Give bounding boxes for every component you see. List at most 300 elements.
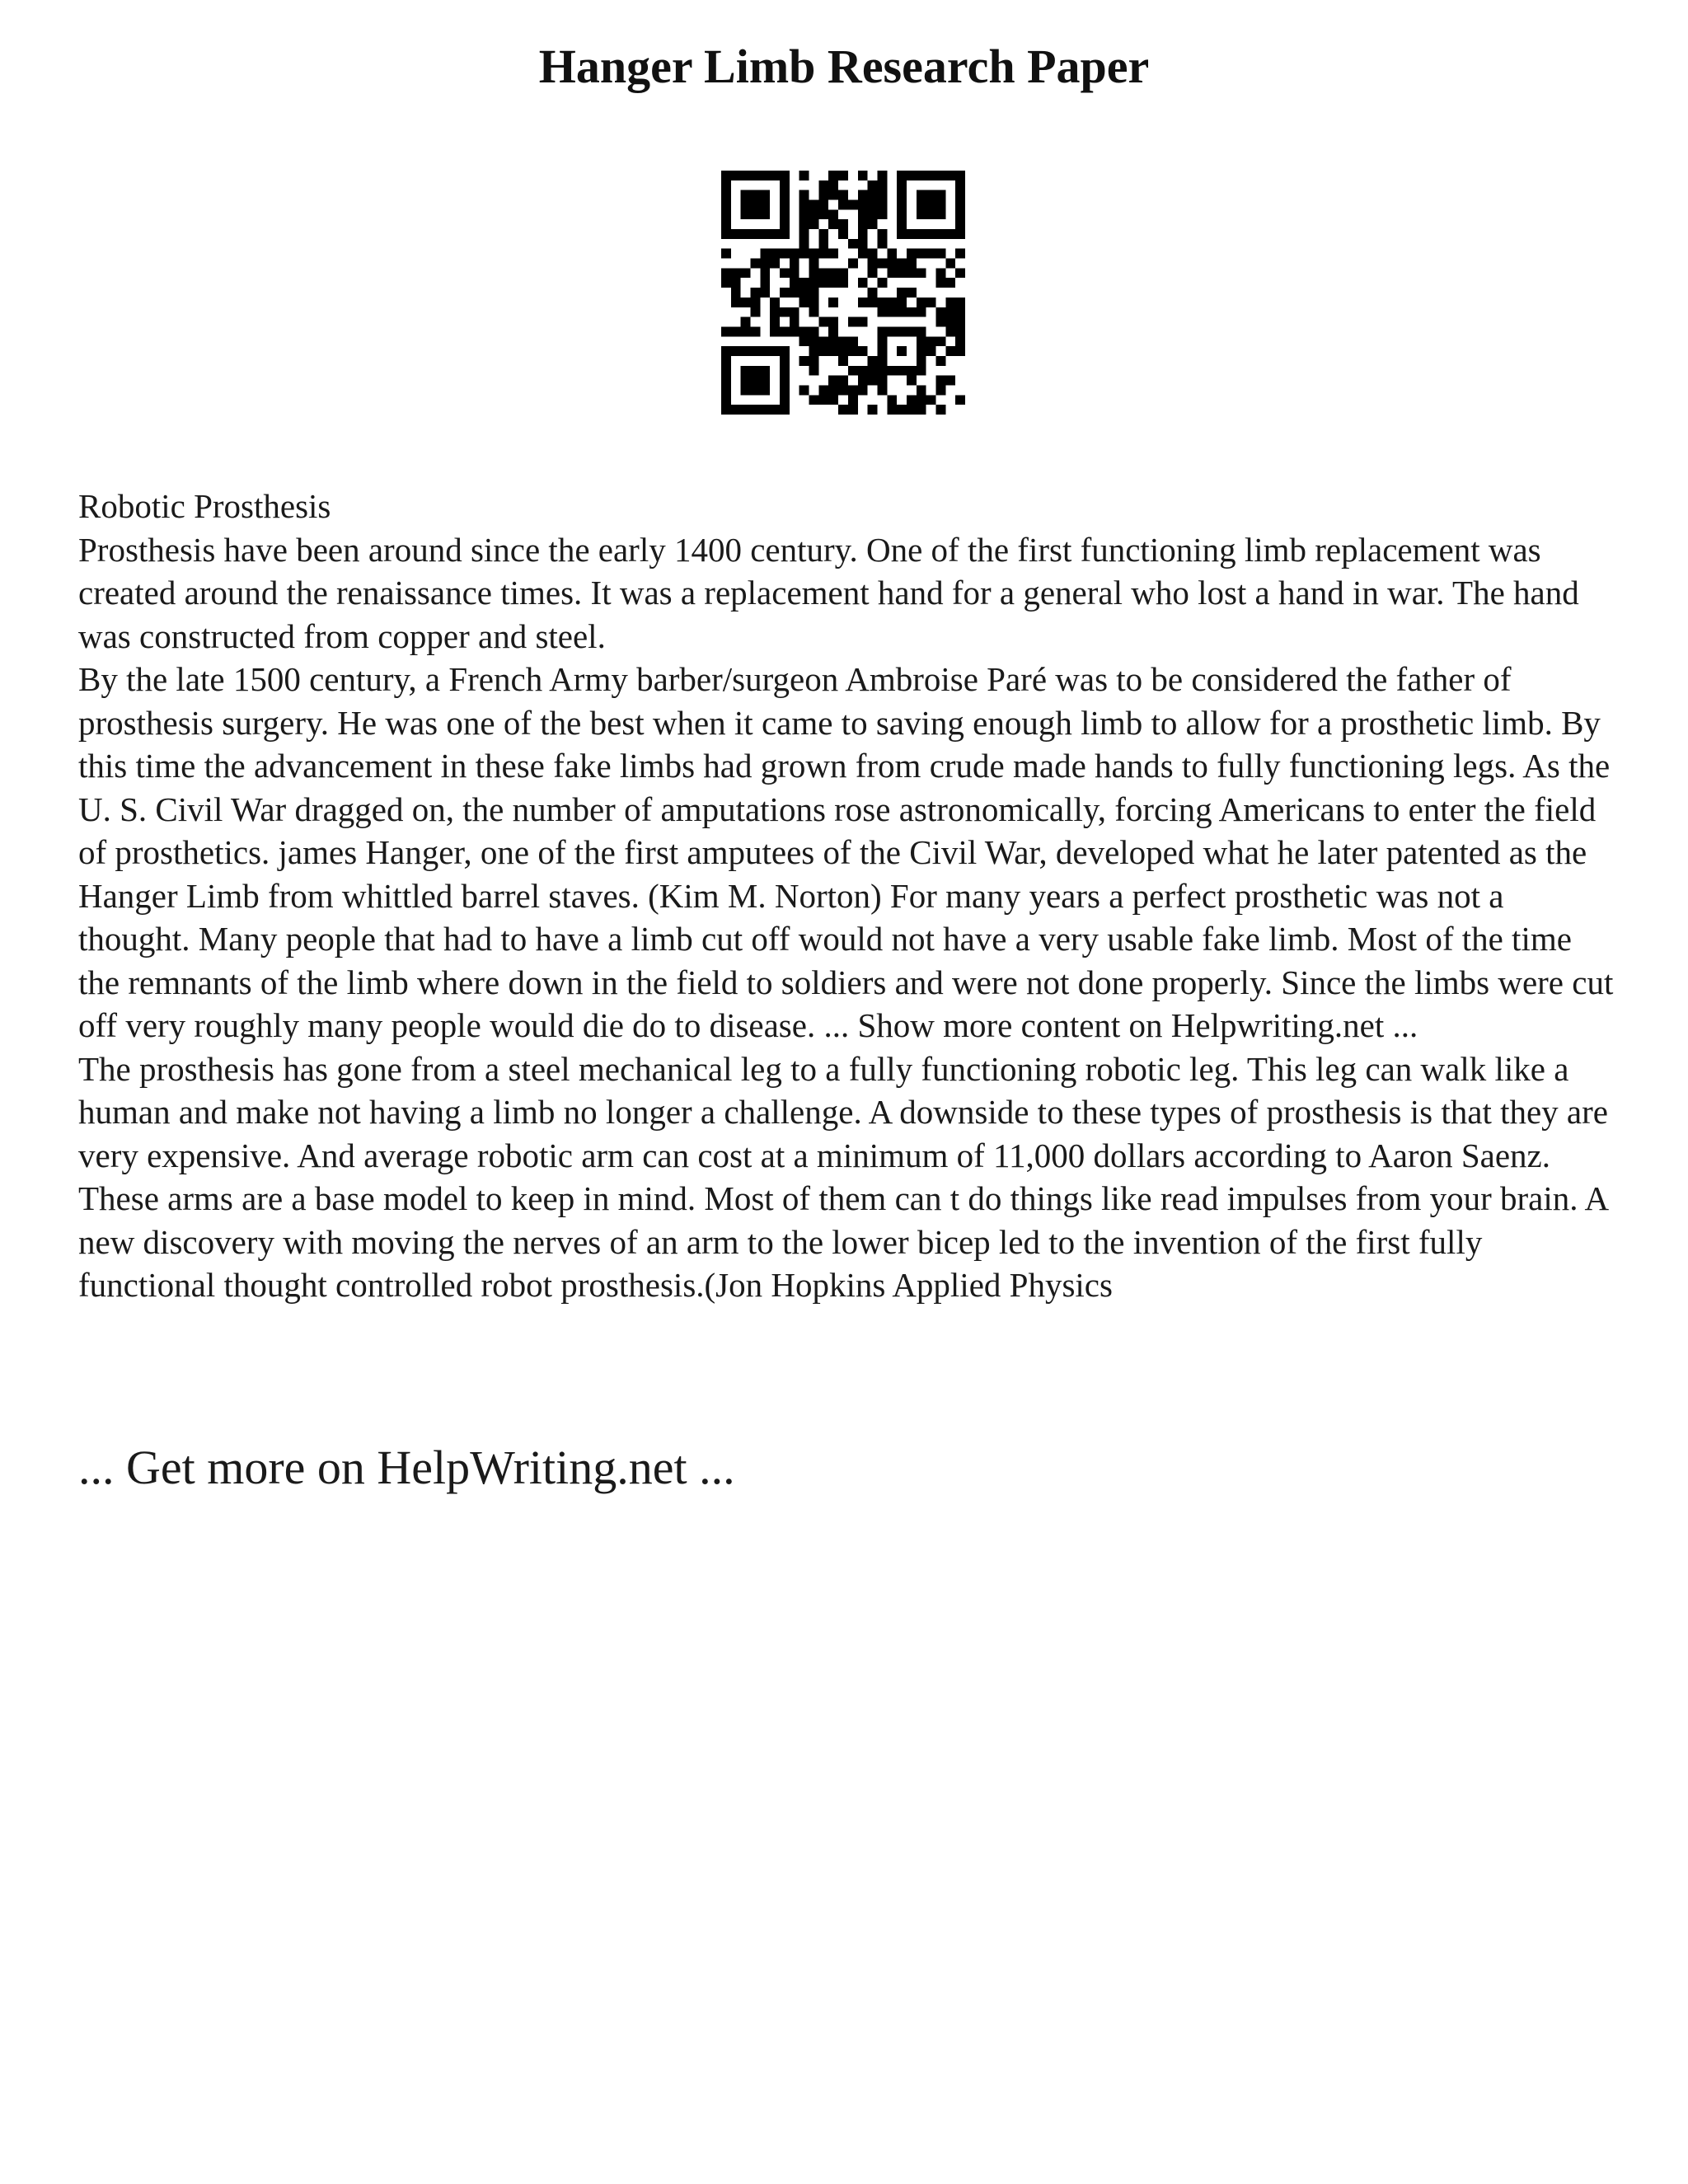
- qr-module: [858, 317, 868, 327]
- document-body: [78, 485, 1620, 1307]
- qr-module: [828, 317, 838, 327]
- qr-module: [868, 268, 878, 278]
- qr-module: [955, 326, 965, 336]
- qr-module: [751, 229, 761, 239]
- qr-module: [731, 405, 741, 415]
- qr-module: [838, 278, 848, 288]
- qr-module: [926, 346, 936, 356]
- document-title: Hanger Limb Research Paper: [538, 40, 1150, 93]
- qr-module: [721, 229, 731, 239]
- qr-module: [917, 298, 926, 307]
- qr-module: [828, 326, 838, 336]
- qr-module: [799, 209, 809, 219]
- qr-module: [868, 356, 878, 366]
- qr-module: [955, 180, 965, 190]
- qr-module: [926, 209, 936, 219]
- qr-module: [828, 171, 838, 180]
- qr-module: [809, 346, 819, 356]
- qr-module: [955, 346, 965, 356]
- qr-module: [751, 200, 761, 210]
- qr-module: [799, 288, 809, 298]
- paragraph: By the late 1500 century, a French Army barber/surgeon Ambroise Paré was to be considered the father of prosthesis surgery. He was one of the best when it came to saving enough limb to allow for a prosthetic limb. By this time the advancement in these fake limbs had grown from crude made hands to fully functioning legs. As the U. S. Civil War dragged on, the number of amputations rose astronomically, forcing Americans to enter the field of prosthetics. james Hanger, one of the first amputees of the Civil War, developed what he later patented as the Hanger Limb from whittled barrel staves. (Kim M. Norton) For many years a perfect prosthetic was not a thought. Many people that had to have a limb cut off would not have a very usable fake limb. Most of the time the remnants of the limb where down in the field to soldiers and were not done properly. Since the limbs were cut off very roughly many people would die do to disease. ... Show more content on Helpwriting.net ...: [78, 660, 1614, 1044]
- qr-module: [955, 317, 965, 327]
- qr-module: [955, 200, 965, 210]
- qr-module: [945, 278, 955, 288]
- qr-module: [760, 385, 770, 395]
- qr-module: [770, 259, 780, 269]
- qr-module: [828, 209, 838, 219]
- qr-module: [751, 307, 761, 317]
- qr-module: [917, 249, 926, 259]
- qr-module: [760, 366, 770, 376]
- qr-module: [760, 229, 770, 239]
- qr-module: [935, 249, 945, 259]
- qr-module: [917, 268, 926, 278]
- qr-module: [721, 366, 731, 376]
- qr-module: [868, 249, 878, 259]
- qr-module: [760, 376, 770, 386]
- qr-code-icon: [721, 171, 965, 415]
- section-heading: Robotic Prosthesis: [78, 487, 331, 525]
- qr-module: [897, 288, 907, 298]
- qr-module: [868, 288, 878, 298]
- qr-module: [828, 395, 838, 405]
- paragraph: Prosthesis have been around since the early 1400 century. One of the first functioning limb replacement was created around the renaissance times. It was a replacement hand for a general who lost a hand in war. The hand was constructed from copper and steel.: [78, 530, 1579, 655]
- qr-module: [780, 229, 790, 239]
- qr-module: [877, 366, 887, 376]
- qr-module: [790, 278, 799, 288]
- qr-module: [770, 317, 780, 327]
- qr-module: [897, 326, 907, 336]
- qr-module: [877, 209, 887, 219]
- paragraph: The prosthesis has gone from a steel mechanical leg to a fully functioning robotic leg. This leg can walk like a human and make not having a limb no longer a challenge. A downside to these types of prosthesis is that they are very expensive. And average robotic arm can cost at a minimum of 11,000 dollars according to Aaron Saenz. These arms are a base model to keep in mind. Most of them can t do things like read impulses from your brain. A new discovery with moving the nerves of an arm to the lower bicep led to the invention of the first fully functional thought controlled robot prosthesis.(Jon Hopkins Applied Physics: [78, 1049, 1608, 1304]
- qr-module: [770, 405, 780, 415]
- qr-module: [858, 229, 868, 239]
- qr-module: [907, 249, 917, 259]
- qr-module: [770, 307, 780, 317]
- qr-module: [897, 180, 907, 190]
- qr-module: [907, 307, 917, 317]
- qr-module: [741, 268, 751, 278]
- qr-module: [838, 171, 848, 180]
- qr-module: [721, 405, 731, 415]
- qr-module: [945, 376, 955, 386]
- qr-module: [935, 336, 945, 346]
- qr-module: [917, 366, 926, 376]
- qr-module: [809, 278, 819, 288]
- qr-module: [897, 405, 907, 415]
- qr-module: [848, 259, 858, 269]
- qr-module: [917, 336, 926, 346]
- qr-module: [907, 268, 917, 278]
- qr-module: [770, 326, 780, 336]
- qr-module: [818, 190, 828, 200]
- qr-module: [721, 180, 731, 190]
- qr-module: [828, 249, 838, 259]
- qr-module: [721, 356, 731, 366]
- qr-module: [917, 190, 926, 200]
- qr-module: [751, 190, 761, 200]
- qr-module: [751, 405, 761, 415]
- qr-module: [935, 209, 945, 219]
- qr-module: [731, 278, 741, 288]
- qr-module: [935, 385, 945, 395]
- qr-module: [721, 385, 731, 395]
- qr-module: [907, 405, 917, 415]
- qr-module: [760, 268, 770, 278]
- qr-module: [780, 200, 790, 210]
- qr-module: [780, 249, 790, 259]
- qr-module: [897, 209, 907, 219]
- qr-module: [828, 190, 838, 200]
- qr-module: [858, 190, 868, 200]
- qr-module: [877, 326, 887, 336]
- qr-module: [858, 239, 868, 249]
- qr-module: [790, 326, 799, 336]
- qr-module: [770, 171, 780, 180]
- qr-module: [858, 376, 868, 386]
- qr-module: [935, 405, 945, 415]
- qr-module: [926, 298, 936, 307]
- qr-module: [897, 366, 907, 376]
- qr-module: [917, 171, 926, 180]
- qr-module: [838, 190, 848, 200]
- qr-module: [760, 209, 770, 219]
- qr-module: [790, 307, 799, 317]
- qr-module: [799, 385, 809, 395]
- qr-module: [955, 249, 965, 259]
- qr-module: [751, 209, 761, 219]
- qr-module: [799, 326, 809, 336]
- qr-module: [848, 366, 858, 376]
- qr-module: [741, 385, 751, 395]
- qr-module: [897, 346, 907, 356]
- qr-module: [780, 385, 790, 395]
- qr-module: [809, 219, 819, 229]
- qr-module: [897, 200, 907, 210]
- qr-module: [760, 259, 770, 269]
- qr-module: [721, 326, 731, 336]
- qr-module: [868, 376, 878, 386]
- qr-module: [868, 209, 878, 219]
- qr-module: [828, 376, 838, 386]
- qr-module: [731, 288, 741, 298]
- qr-module: [780, 366, 790, 376]
- qr-module: [838, 219, 848, 229]
- qr-module: [838, 376, 848, 386]
- qr-module: [917, 326, 926, 336]
- qr-module: [741, 200, 751, 210]
- qr-module: [799, 239, 809, 249]
- qr-module: [945, 326, 955, 336]
- qr-module: [858, 219, 868, 229]
- qr-module: [887, 298, 897, 307]
- qr-module: [721, 395, 731, 405]
- qr-module: [858, 171, 868, 180]
- qr-module: [780, 395, 790, 405]
- qr-module: [741, 405, 751, 415]
- qr-module: [799, 298, 809, 307]
- qr-module: [887, 366, 897, 376]
- qr-module: [799, 278, 809, 288]
- qr-module: [809, 209, 819, 219]
- qr-module: [731, 298, 741, 307]
- qr-module: [917, 346, 926, 356]
- qr-module: [818, 268, 828, 278]
- qr-module: [955, 209, 965, 219]
- qr-module: [858, 249, 868, 259]
- qr-module: [897, 307, 907, 317]
- qr-module: [818, 278, 828, 288]
- qr-module: [917, 229, 926, 239]
- qr-module: [751, 298, 761, 307]
- qr-module: [741, 376, 751, 386]
- qr-module: [741, 190, 751, 200]
- qr-module: [751, 288, 761, 298]
- qr-module: [731, 346, 741, 356]
- qr-module: [799, 200, 809, 210]
- qr-module: [809, 366, 819, 376]
- qr-module: [955, 298, 965, 307]
- qr-module: [877, 385, 887, 395]
- qr-module: [809, 336, 819, 346]
- qr-module: [818, 209, 828, 219]
- qr-module: [818, 336, 828, 346]
- qr-module: [780, 376, 790, 386]
- qr-module: [721, 346, 731, 356]
- qr-module: [935, 317, 945, 327]
- qr-module: [790, 268, 799, 278]
- qr-module: [926, 190, 936, 200]
- qr-module: [838, 385, 848, 395]
- qr-module: [897, 298, 907, 307]
- qr-module: [848, 405, 858, 415]
- qr-module: [780, 209, 790, 219]
- qr-module: [721, 278, 731, 288]
- qr-module: [887, 405, 897, 415]
- qr-module: [907, 366, 917, 376]
- qr-module: [751, 376, 761, 386]
- qr-module: [935, 356, 945, 366]
- qr-module: [848, 317, 858, 327]
- qr-module: [935, 307, 945, 317]
- qr-module: [945, 229, 955, 239]
- qr-module: [721, 200, 731, 210]
- qr-module: [741, 298, 751, 307]
- qr-module: [760, 171, 770, 180]
- qr-module: [877, 190, 887, 200]
- qr-module: [935, 268, 945, 278]
- qr-module: [818, 229, 828, 239]
- qr-module: [780, 288, 790, 298]
- qr-module: [780, 268, 790, 278]
- qr-module: [868, 200, 878, 210]
- qr-module: [887, 326, 897, 336]
- qr-module: [760, 278, 770, 288]
- qr-module: [897, 219, 907, 229]
- qr-module: [731, 229, 741, 239]
- qr-module: [818, 395, 828, 405]
- qr-module: [858, 385, 868, 395]
- qr-module: [848, 395, 858, 405]
- qr-module: [838, 336, 848, 346]
- qr-module: [955, 336, 965, 346]
- qr-module: [818, 239, 828, 249]
- qr-module: [741, 346, 751, 356]
- qr-module: [887, 307, 897, 317]
- qr-module: [760, 190, 770, 200]
- qr-module: [799, 336, 809, 346]
- qr-module: [751, 346, 761, 356]
- qr-module: [799, 249, 809, 259]
- qr-module: [780, 326, 790, 336]
- qr-module: [818, 317, 828, 327]
- qr-module: [741, 317, 751, 327]
- qr-module: [945, 317, 955, 327]
- qr-module: [877, 239, 887, 249]
- qr-module: [955, 395, 965, 405]
- qr-module: [780, 346, 790, 356]
- qr-module: [935, 278, 945, 288]
- qr-module: [799, 171, 809, 180]
- qr-module: [858, 366, 868, 376]
- qr-module: [858, 200, 868, 210]
- qr-module: [926, 249, 936, 259]
- qr-module: [799, 219, 809, 229]
- qr-module: [917, 405, 926, 415]
- qr-module: [828, 336, 838, 346]
- qr-module: [926, 229, 936, 239]
- qr-module: [828, 298, 838, 307]
- qr-module: [848, 336, 858, 346]
- qr-module: [760, 405, 770, 415]
- qr-module: [780, 307, 790, 317]
- qr-module: [790, 317, 799, 327]
- qr-module: [838, 346, 848, 356]
- qr-module: [848, 346, 858, 356]
- qr-module: [760, 200, 770, 210]
- qr-module: [828, 278, 838, 288]
- qr-module: [721, 219, 731, 229]
- qr-module: [877, 376, 887, 386]
- qr-module: [818, 346, 828, 356]
- qr-module: [799, 356, 809, 366]
- qr-module: [770, 229, 780, 239]
- qr-module: [935, 200, 945, 210]
- qr-module: [945, 346, 955, 356]
- qr-module: [751, 385, 761, 395]
- qr-module: [926, 395, 936, 405]
- qr-module: [907, 288, 917, 298]
- qr-module: [809, 326, 819, 336]
- qr-module: [809, 395, 819, 405]
- qr-module: [741, 171, 751, 180]
- qr-module: [848, 200, 858, 210]
- qr-module: [818, 200, 828, 210]
- get-more-link[interactable]: ... Get more on HelpWriting.net ...: [78, 1441, 735, 1494]
- qr-module: [945, 259, 955, 269]
- qr-module: [770, 298, 780, 307]
- qr-module: [907, 229, 917, 239]
- qr-module: [877, 298, 887, 307]
- qr-module: [751, 259, 761, 269]
- qr-module: [838, 405, 848, 415]
- qr-module: [858, 298, 868, 307]
- qr-module: [868, 259, 878, 269]
- qr-module: [917, 395, 926, 405]
- qr-module: [799, 190, 809, 200]
- qr-module: [945, 298, 955, 307]
- qr-module: [721, 209, 731, 219]
- qr-module: [760, 346, 770, 356]
- qr-module: [731, 326, 741, 336]
- qr-module: [877, 171, 887, 180]
- qr-module: [897, 259, 907, 269]
- qr-module: [945, 171, 955, 180]
- qr-module: [751, 366, 761, 376]
- qr-module: [926, 336, 936, 346]
- qr-module: [780, 405, 790, 415]
- qr-module: [741, 229, 751, 239]
- qr-module: [907, 171, 917, 180]
- qr-module: [868, 219, 878, 229]
- qr-module: [741, 326, 751, 336]
- qr-module: [955, 268, 965, 278]
- qr-module: [917, 356, 926, 366]
- qr-module: [848, 239, 858, 249]
- qr-module: [770, 346, 780, 356]
- qr-module: [877, 278, 887, 288]
- qr-module: [809, 259, 819, 269]
- qr-module: [897, 190, 907, 200]
- qr-module: [887, 395, 897, 405]
- qr-module: [926, 171, 936, 180]
- qr-module: [877, 229, 887, 239]
- qr-module: [828, 385, 838, 395]
- qr-module: [955, 307, 965, 317]
- qr-module: [868, 190, 878, 200]
- qr-module: [818, 249, 828, 259]
- qr-module: [868, 405, 878, 415]
- qr-module: [731, 268, 741, 278]
- qr-module: [809, 298, 819, 307]
- qr-module: [790, 249, 799, 259]
- qr-module: [877, 307, 887, 317]
- qr-module: [858, 278, 868, 288]
- qr-module: [809, 356, 819, 366]
- qr-module: [868, 298, 878, 307]
- qr-module: [887, 249, 897, 259]
- qr-module: [828, 268, 838, 278]
- qr-module: [877, 356, 887, 366]
- qr-module: [877, 200, 887, 210]
- qr-module: [848, 385, 858, 395]
- qr-module: [818, 385, 828, 395]
- qr-module: [877, 180, 887, 190]
- qr-module: [877, 346, 887, 356]
- qr-module: [907, 376, 917, 386]
- qr-module: [809, 268, 819, 278]
- qr-module: [780, 356, 790, 366]
- qr-module: [955, 219, 965, 229]
- qr-module: [760, 249, 770, 259]
- qr-module: [721, 190, 731, 200]
- qr-module: [868, 180, 878, 190]
- qr-module: [838, 200, 848, 210]
- qr-module: [838, 356, 848, 366]
- qr-module: [897, 229, 907, 239]
- qr-module: [887, 268, 897, 278]
